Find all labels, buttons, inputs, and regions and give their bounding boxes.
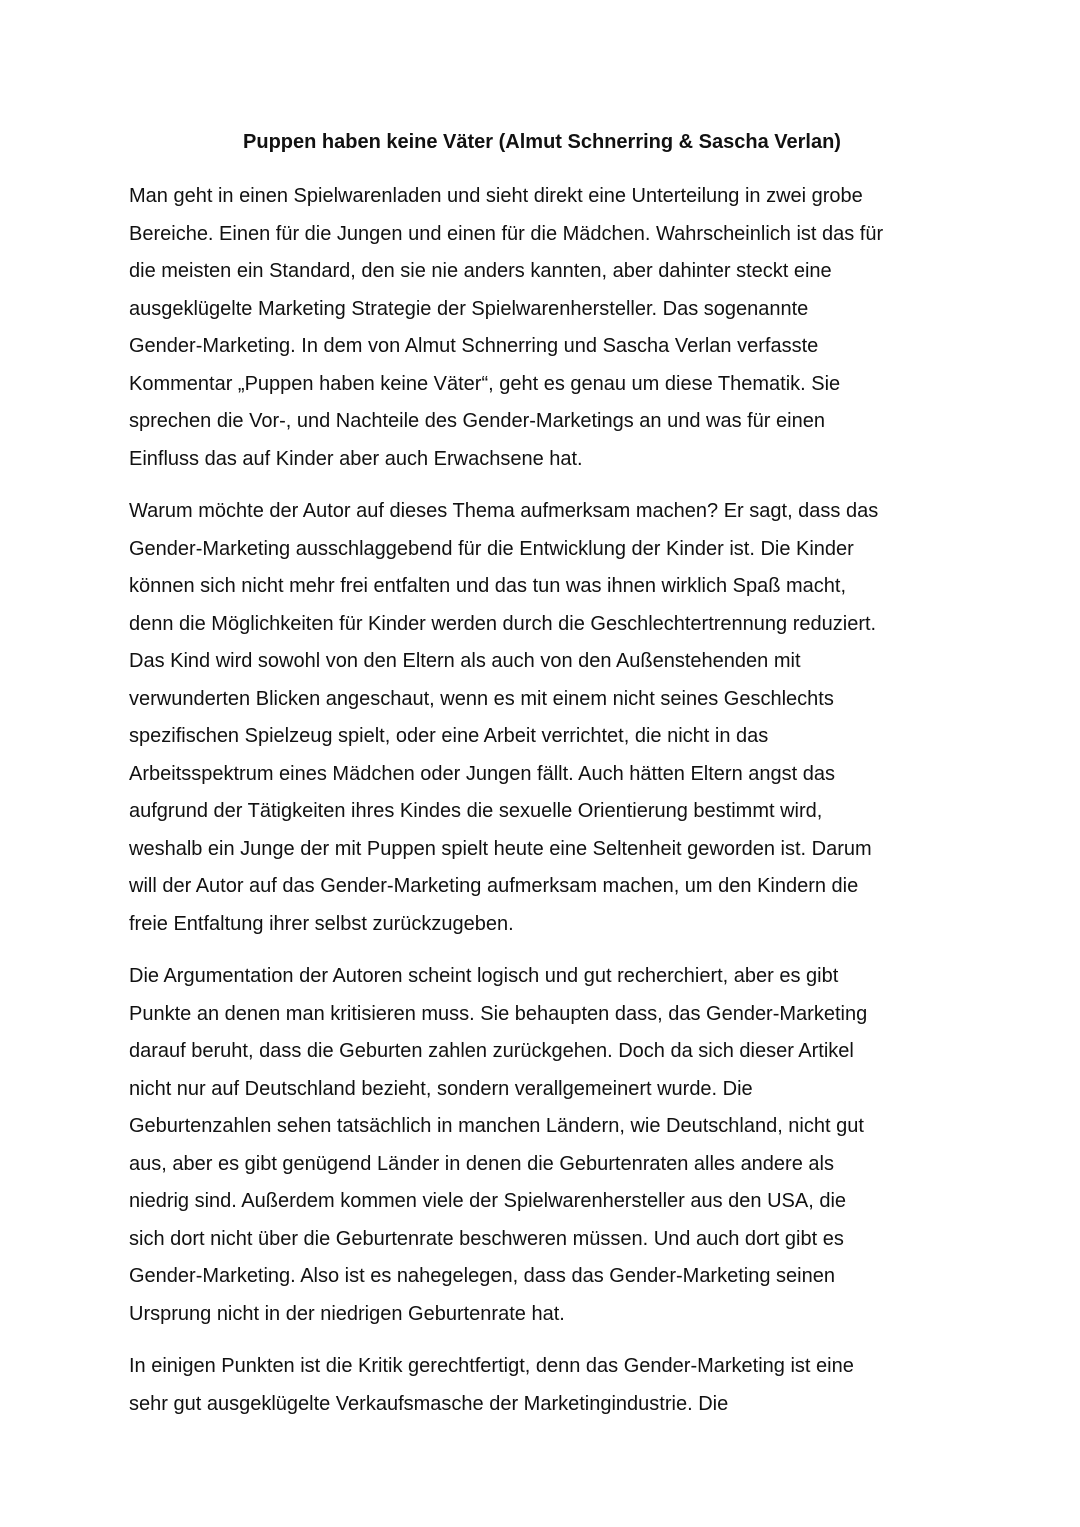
text-line: Gender-Marketing. In dem von Almut Schnerring und Sascha Verlan verfasste [129,335,819,357]
text-line: ausgeklügelte Marketing Strategie der Spielwarenhersteller. Das sogenannte [129,297,809,320]
text-line: sich dort nicht über die Geburtenrate beschweren müssen. Und auch dort gibt es [129,1227,844,1250]
text-line: Arbeitsspektrum eines Mädchen oder Jungen fällt. Auch hätten Eltern angst das [129,762,835,785]
text-line: Warum möchte der Autor auf dieses Thema aufmerksam machen? Er sagt, dass das [129,500,879,522]
text-line: sehr gut ausgeklügelte Verkaufsmasche der Marketingindustrie. Die [129,1392,729,1415]
document-body [129,128,955,1438]
text-line: Geburtenzahlen sehen tatsächlich in manchen Ländern, wie Deutschland, nicht gut [129,1115,864,1137]
text-line: spezifischen Spielzeug spielt, oder eine Arbeit verrichtet, die nicht in das [129,725,769,747]
text-line: nicht nur auf Deutschland bezieht, sondern verallgemeinert wurde. Die [129,1077,753,1100]
text-line: weshalb ein Junge der mit Puppen spielt heute eine Seltenheit geworden ist. Darum [129,837,872,860]
text-line: die meisten ein Standard, den sie nie anders kannten, aber dahinter steckt eine [129,260,832,282]
text-line: verwunderten Blicken angeschaut, wenn es mit einem nicht seines Geschlechts [129,687,834,710]
text-line: niedrig sind. Außerdem kommen viele der Spielwarenhersteller aus den USA, die [129,1190,847,1212]
text-line: will der Autor auf das Gender-Marketing aufmerksam machen, um den Kindern die [129,875,859,897]
text-line: Man geht in einen Spielwarenladen und sieht direkt eine Unterteilung in zwei grobe [129,185,863,207]
paragraph-3 [129,958,955,1333]
text-line: Bereiche. Einen für die Jungen und einen für die Mädchen. Wahrscheinlich ist das für [129,222,884,245]
text-line: freie Entfaltung ihrer selbst zurückzugeben. [129,912,514,935]
text-line: Gender-Marketing ausschlaggebend für die Entwicklung der Kinder ist. Die Kinder [129,537,854,560]
text-line: Kommentar „Puppen haben keine Väter“, geht es genau um diese Thematik. Sie [129,372,841,395]
text-line: Gender-Marketing. Also ist es nahegelegen, dass das Gender-Marketing seinen [129,1265,835,1287]
text-line: Ursprung nicht in der niedrigen Geburtenrate hat. [129,1302,565,1325]
paragraph-1 [129,178,955,478]
text-line: aus, aber es gibt genügend Länder in denen die Geburtenraten alles andere als [129,1152,834,1175]
text-line: sprechen die Vor-, und Nachteile des Gender-Marketings an und was für einen [129,410,825,432]
text-line: Punkte an denen man kritisieren muss. Sie behaupten dass, das Gender-Marketing [129,1002,868,1025]
text-line: aufgrund der Tätigkeiten ihres Kindes die sexuelle Orientierung bestimmt wird, [129,800,823,822]
text-line: Einfluss das auf Kinder aber auch Erwachsene hat. [129,447,583,470]
paragraph-4 [129,1348,955,1423]
text-line: können sich nicht mehr frei entfalten und das tun was ihnen wirklich Spaß macht, [129,575,847,597]
text-line: Das Kind wird sowohl von den Eltern als auch von den Außenstehenden mit [129,650,801,672]
text-line: In einigen Punkten ist die Kritik gerechtfertigt, denn das Gender-Marketing ist eine [129,1355,854,1377]
paragraph-2 [129,493,955,943]
text-line: darauf beruht, dass die Geburten zahlen zurückgehen. Doch da sich dieser Artikel [129,1040,854,1062]
text-line: denn die Möglichkeiten für Kinder werden durch die Geschlechtertrennung reduziert. [129,612,877,635]
document-title: Puppen haben keine Väter (Almut Schnerring & Sascha Verlan) [243,131,841,153]
text-line: Die Argumentation der Autoren scheint logisch und gut recherchiert, aber es gibt [129,965,839,987]
